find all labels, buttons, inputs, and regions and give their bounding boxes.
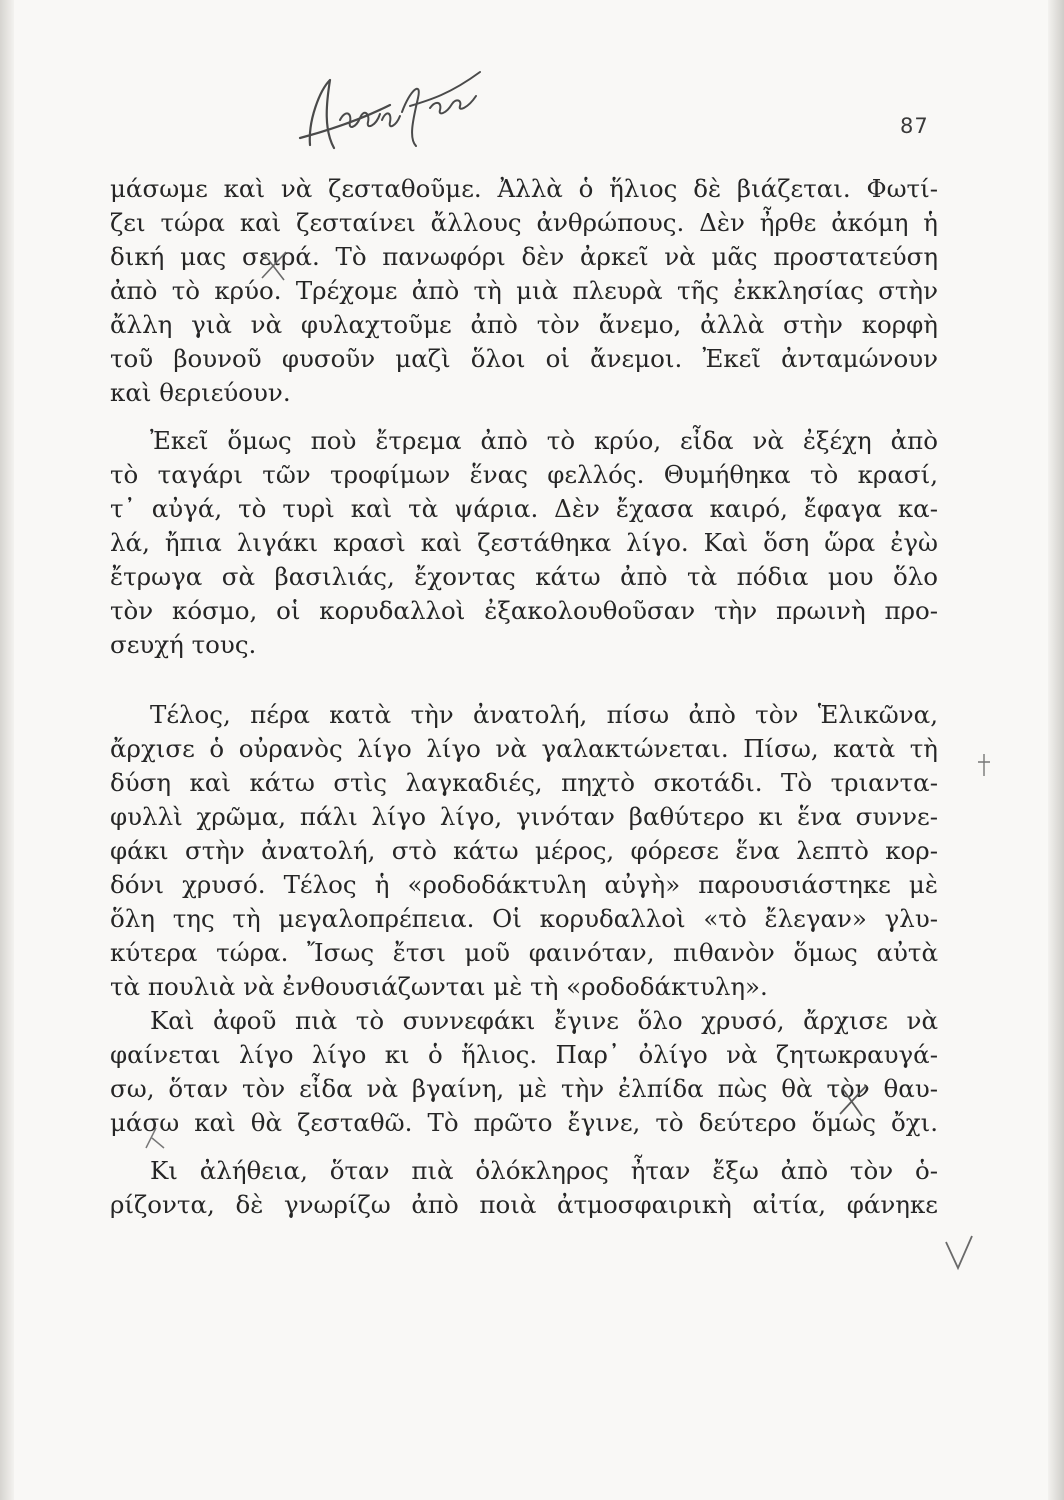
page-left-shadow <box>0 0 14 1500</box>
text-line: ζει τώρα καὶ ζεσταίνει ἄλλους ἀνθρώπους. Δὲν ἦρθε ἀκόμη ἡ <box>110 208 938 237</box>
text-line: τὸ ταγάρι τῶν τροφίμων ἕνας φελλός. Θυμήθηκα τὸ κρασί, <box>110 460 938 489</box>
text-line: καὶ θεριεύουν. <box>110 378 291 407</box>
text-line: μάσωμε καὶ νὰ ζεσταθοῦμε. Ἀλλὰ ὁ ἥλιος δὲ βιάζεται. Φωτί- <box>110 174 938 203</box>
text-line: φυλλὶ χρῶμα, πάλι λίγο λίγο, γινόταν βαθύτερο κι ἕνα συννε- <box>110 802 938 831</box>
text-line: Καὶ ἀφοῦ πιὰ τὸ συννεφάκι ἔγινε ὅλο χρυσό, ἄρχισε νὰ <box>150 1006 938 1035</box>
handwritten-signature <box>290 50 490 160</box>
text-line: σευχή τους. <box>110 630 257 659</box>
page-right-shadow <box>1048 0 1064 1500</box>
pencil-check-mark <box>942 1232 976 1272</box>
text-line: δική μας σειρά. Τὸ πανωφόρι δὲν ἀρκεῖ νὰ μᾶς προστατεύση <box>110 242 938 271</box>
text-line: φάκι στὴν ἀνατολή, στὸ κάτω μέρος, φόρεσε ἕνα λεπτὸ κορ- <box>110 836 938 865</box>
text-line: ἔτρωγα σὰ βασιλιάς, ἔχοντας κάτω ἀπὸ τὰ πόδια μου ὅλο <box>110 562 938 591</box>
text-line: σω, ὅταν τὸν εἶδα νὰ βγαίνη, μὲ τὴν ἐλπίδα πὼς θὰ τὸν θαυ- <box>110 1074 938 1103</box>
text-line: ἀπὸ τὸ κρύο. Τρέχομε ἀπὸ τὴ μιὰ πλευρὰ τῆς ἐκκλησίας στὴν <box>110 276 938 305</box>
text-line: δόνι χρυσό. Τέλος ἡ «ροδοδάκτυλη αὐγὴ» παρουσιάστηκε μὲ <box>110 870 938 899</box>
text-line: τ᾽ αὐγά, τὸ τυρὶ καὶ τὰ ψάρια. Δὲν ἔχασα καιρό, ἔφαγα κα- <box>110 494 938 523</box>
pencil-cross-mark <box>256 248 292 284</box>
text-line: φαίνεται λίγο λίγο κι ὁ ἥλιος. Παρ᾽ ὀλίγο νὰ ζητωκραυγά- <box>110 1040 938 1069</box>
body-text <box>110 172 938 1222</box>
text-line: τὸν κόσμο, οἱ κορυδαλλοὶ ἐξακολουθοῦσαν τὴν πρωινὴ προ- <box>110 596 938 625</box>
text-line: ἄλλη γιὰ νὰ φυλαχτοῦμε ἀπὸ τὸν ἄνεμο, ἀλλὰ στὴν κορφὴ <box>110 310 938 339</box>
page-number: 87 <box>900 114 929 138</box>
text-line: λά, ἤπια λιγάκι κρασὶ καὶ ζεστάθηκα λίγο. Καὶ ὅση ὥρα ἐγὼ <box>110 528 938 557</box>
text-line: κύτερα τώρα. Ἴσως ἔτσι μοῦ φαινόταν, πιθανὸν ὅμως αὐτὰ <box>110 938 938 967</box>
text-line: ρίζοντα, δὲ γνωρίζω ἀπὸ ποιὰ ἀτμοσφαιρικὴ αἰτία, φάνηκε <box>110 1190 938 1219</box>
text-line: τοῦ βουνοῦ φυσοῦν μαζὶ ὅλοι οἱ ἄνεμοι. Ἐκεῖ ἀνταμώνουν <box>110 344 938 373</box>
text-line: Τέλος, πέρα κατὰ τὴν ἀνατολή, πίσω ἀπὸ τὸν Ἑλικῶνα, <box>150 700 938 729</box>
text-line: δύση καὶ κάτω στὶς λαγκαδιές, πηχτὸ σκοτάδι. Τὸ τριαντα- <box>110 768 938 797</box>
pencil-plus-mark <box>975 752 993 778</box>
text-line: Ἐκεῖ ὅμως ποὺ ἔτρεμα ἀπὸ τὸ κρύο, εἶδα νὰ ἐξέχη ἀπὸ <box>150 426 938 455</box>
pencil-cross-mark <box>836 1082 870 1118</box>
text-line: ὅλη της τὴ μεγαλοπρέπεια. Οἱ κορυδαλλοὶ «τὸ ἔλεγαν» γλυ- <box>110 904 938 933</box>
text-line: τὰ πουλιὰ νὰ ἐνθουσιάζωνται μὲ τὴ «ροδοδάκτυλη». <box>110 972 768 1001</box>
pencil-lambda-mark <box>142 1124 168 1150</box>
text-line: ἄρχισε ὁ οὐρανὸς λίγο λίγο νὰ γαλακτώνεται. Πίσω, κατὰ τὴ <box>110 734 938 763</box>
text-line: μάσω καὶ θὰ ζεσταθῶ. Τὸ πρῶτο ἔγινε, τὸ δεύτερο ὅμως ὄχι. <box>110 1108 938 1137</box>
text-line: Κι ἀλήθεια, ὅταν πιὰ ὁλόκληρος ἦταν ἔξω ἀπὸ τὸν ὁ- <box>150 1156 938 1185</box>
